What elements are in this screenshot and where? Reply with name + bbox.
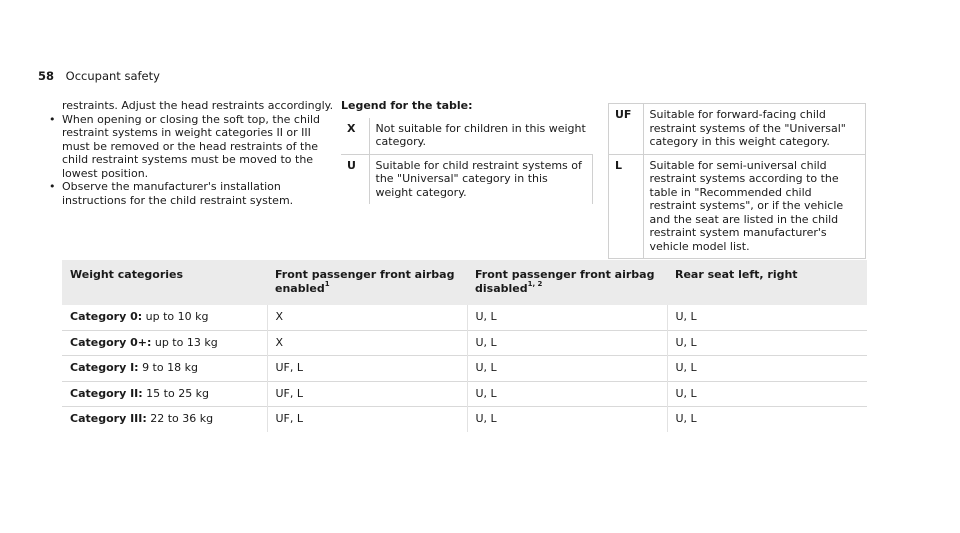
weight-category-cell: Category I: 9 to 18 kg: [62, 356, 267, 382]
header-airbag-disabled: Front passenger front airbag disabled$^{1, 2}$: [467, 260, 667, 305]
legend-key: U: [341, 154, 369, 204]
legend-column: [341, 99, 597, 204]
weight-category-cell: Category 0: up to 10 kg: [62, 305, 267, 330]
page-number: 58: [38, 69, 55, 83]
header-weight-categories: Weight categories: [62, 260, 267, 305]
section-title: Occupant safety: [65, 69, 160, 83]
legend-row: [341, 154, 593, 204]
legend-table: [341, 118, 593, 205]
legend-title: Legend for the table:: [341, 99, 473, 112]
weight-category-table: [62, 260, 867, 432]
airbag-enabled-cell: UF, L: [267, 356, 467, 382]
table-row: [62, 330, 867, 356]
weight-category-cell: Category III: 22 to 36 kg: [62, 407, 267, 432]
rear-seat-cell: U, L: [667, 330, 867, 356]
rear-seat-cell: U, L: [667, 356, 867, 382]
airbag-enabled-cell: X: [267, 330, 467, 356]
legend-row: [609, 104, 865, 154]
airbag-disabled-cell: U, L: [467, 407, 667, 432]
page-header: [38, 70, 160, 84]
airbag-disabled-cell: U, L: [467, 356, 667, 382]
legend-text: Not suitable for children in this weight category.: [375, 121, 586, 148]
header-rear-seat: Rear seat left, right: [667, 260, 867, 305]
intro-bullets: [62, 113, 337, 208]
legend-key: UF: [609, 104, 643, 154]
airbag-disabled-cell: U, L: [467, 381, 667, 407]
legend-row: [341, 118, 593, 155]
legend-row: [609, 154, 865, 258]
rear-seat-cell: U, L: [667, 407, 867, 432]
table-row: [62, 407, 867, 432]
table-row: [62, 381, 867, 407]
weight-category-cell: Category 0+: up to 13 kg: [62, 330, 267, 356]
legend-text: Suitable for forward-facing child restraint systems of the "Universal" category in this weight category.: [649, 108, 846, 148]
airbag-disabled-cell: U, L: [467, 330, 667, 356]
table-row: [62, 305, 867, 330]
bullet-item: • Observe the manufacturer's installation instructions for the child restraint system.: [49, 180, 337, 207]
airbag-enabled-cell: X: [267, 305, 467, 330]
intro-lead: restraints. Adjust the head restraints accordingly.: [62, 99, 334, 112]
intro-column: [62, 99, 337, 207]
legend-continued-box: [608, 103, 866, 259]
legend-table-2: [609, 104, 865, 258]
legend-text: Suitable for child restraint systems of the "Universal" category in this weight category.: [369, 154, 593, 204]
weight-category-cell: Category II: 15 to 25 kg: [62, 381, 267, 407]
rear-seat-cell: U, L: [667, 381, 867, 407]
legend-text: Suitable for semi-universal child restraint systems according to the table in "Recommended child restraint systems", or if the vehicle and the seat are listed in the child restraint system manufacturer's vehicle model list.: [643, 154, 865, 258]
airbag-disabled-cell: U, L: [467, 305, 667, 330]
table-row: [62, 356, 867, 382]
airbag-enabled-cell: UF, L: [267, 381, 467, 407]
legend-key: L: [609, 154, 643, 258]
legend-key: X: [341, 118, 369, 155]
table-header-row: [62, 260, 867, 305]
airbag-enabled-cell: UF, L: [267, 407, 467, 432]
rear-seat-cell: U, L: [675, 310, 697, 323]
header-airbag-enabled: Front passenger front airbag enabled$^1$: [267, 260, 467, 305]
bullet-item: • When opening or closing the soft top, the child restraint systems in weight categories II or III must be removed or the head restraints of the child restraint systems must be moved to the lowest position.: [49, 113, 337, 181]
